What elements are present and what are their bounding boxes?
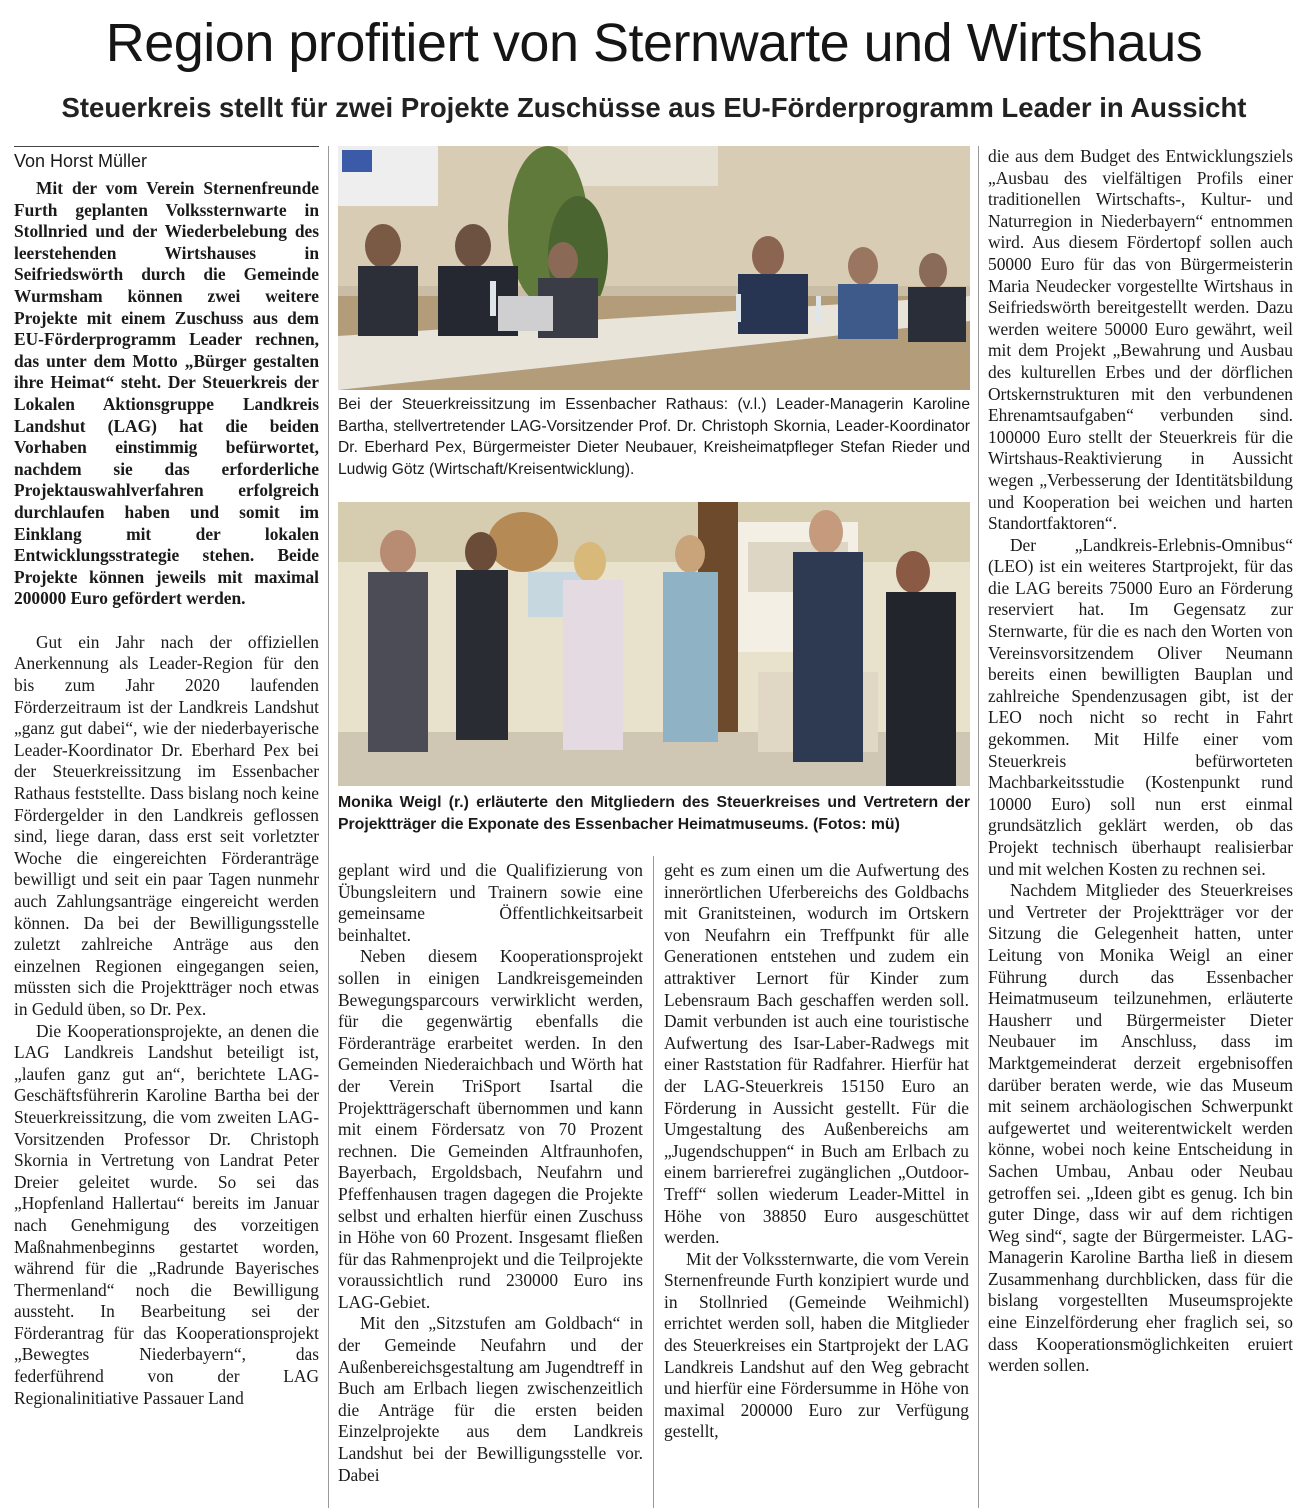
column-1 — [14, 178, 319, 1409]
column-4 — [988, 146, 1293, 1377]
body-paragraph: Gut ein Jahr nach der offiziellen Anerkennung als Leader-Region für den bis zum Jahr 2020 laufenden Förderzeitraum ist der Landkreis Landshut „ganz gut dabei“, wie der niederbayerische Leader-Koordinator Dr. Eberhard Pex bei der Steuerkreissitzung im Essenbacher Rathaus feststellte. Dass bislang noch keine Fördergelder in den Landkreis geflossen sind, liege daran, dass erst seit vorletzter Woche die eingereichten Förderanträge bewilligt und seit ein paar Tagen nunmehr auch Zahlungsanträge eingereicht werden können. Da bei der Bewilligungsstelle zuletzt zahlreiche Anträge aus den einzelnen Regionen eingegangen seien, müssten sich die Projektträger noch etwas in Geduld üben, so Dr. Pex. — [14, 631, 319, 1019]
column-rule — [653, 856, 654, 1508]
body-paragraph: Die Kooperationsprojekte, an denen die LAG Landkreis Landshut beteiligt ist, „laufen ganz gut an“, berichtete LAG-Geschäftsführerin Karoline Bartha bei der Steuerkreissitzung, die vom zweiten LAG-Vorsitzenden Professor Dr. Christoph Skornia in Vertretung von Landrat Peter Dreier geleitet wurde. So sei das „Hopfenland Hallertau“ bereits im Januar nach Genehmigung des vorzeitigen Maßnahmenbeginns gestartet worden, während für die „Radrunde Bayerisches Thermenland“ noch die Bewilligung aussteht. In Bearbeitung sei der Förderantrag für das Kooperationsprojekt „Bewegtes Niederbayern“, das federführend von der LAG Regionalinitiative Passauer Land — [14, 1020, 319, 1408]
byline: Von Horst Müller — [14, 146, 319, 174]
headline: Region profitiert von Sternwarte und Wirtshaus — [105, 13, 1203, 73]
column-rule — [328, 146, 329, 1508]
column-2 — [338, 860, 643, 1486]
column-rule — [978, 146, 979, 1508]
body-paragraph: Nachdem Mitglieder des Steuerkreises und Vertreter der Projektträger vor der Sitzung die Gelegenheit hatten, unter Leitung von Monika Weigl an einer Führung durch das Essenbacher Heimatmuseum teilzunehmen, erläuterte Hausherr und Bürgermeister Dieter Neubauer im Anschluss, dass im Marktgemeinderat derzeit ergebnisoffen darüber beraten werde, wie das Museum mit seinem archäologischen Schwerpunkt aufgewertet und weiterentwickelt werden könne, wobei noch keine Entscheidung in Sachen Umbau, Anbau oder Neubau getroffen sei. „Ideen gibt es genug. Ich bin guter Dinge, dass wir auf dem richtigen Weg sind“, sagte der Bürgermeister. LAG-Managerin Karoline Bartha ließ in diesem Zusammenhang durchblicken, dass für die bislang vorgestellten Museumsprojekte eine Einzelförderung eher fraglich sei, so dass Kooperationsmöglichkeiten eruiert werden sollen. — [988, 880, 1293, 1376]
subheadline: Steuerkreis stellt für zwei Projekte Zuschüsse aus EU-Förderprogramm Leader in Aussicht — [61, 92, 1247, 123]
body-paragraph: Mit der Volkssternwarte, die vom Verein Sternenfreunde Furth konzipiert wurde und in Stollnried (Gemeinde Weihmichl) errichtet werden soll, haben die Mitglieder des Steuerkreises ein Startprojekt der LAG Landkreis Landshut auf den Weg gebracht und hierfür eine Fördersumme in Höhe von maximal 200000 Euro zur Verfügung gestellt, — [664, 1248, 969, 1442]
body-paragraph: die aus dem Budget des Entwicklungsziels „Ausbau des vielfältigen Profils einer traditionellen Wirtschafts-, Kultur- und Naturregion in Niederbayern“ entnommen wird. Aus diesem Fördertopf sollen auch 50000 Euro für das von Bürgermeisterin Maria Neudecker vorgestellte Wirtshaus in Seifriedswörth bereitgestellt werden. Dazu werden weitere 50000 Euro gewährt, weil mit dem Projekt „Bewahrung und Ausbau des kulturellen Erbes und der dörflichen Ortskernstrukturen mit den verbundenen Ehrenamtsaufgaben“ verbunden sind. 100000 Euro stellt der Steuerkreis für die Wirtshaus-Reaktivierung in Aussicht wegen „Verbesserung der Identitätsbildung und Kooperation bei weichen und harten Standortfaktoren“. — [988, 146, 1293, 534]
body-paragraph: Neben diesem Kooperationsprojekt sollen in einigen Landkreisgemeinden Bewegungsparcours verwirklicht werden, für die gegenwärtig ebenfalls die Förderanträge erarbeitet werden. In den Gemeinden Niederaichbach und Wörth hat der Verein TriSport Isartal die Projektträgerschaft übernommen und kann mit einem Fördersatz von 70 Prozent rechnen. Die Gemeinden Altfraunhofen, Bayerbach, Ergoldsbach, Neufahrn und Pfeffenhausen tragen dagegen die Projekte selbst und erhalten hierfür einen Zuschuss in Höhe von 60 Prozent. Insgesamt fließen für das Rahmenprojekt und die Teilprojekte voraussichtlich rund 230000 Euro ins LAG-Gebiet. — [338, 946, 643, 1312]
body-paragraph: Der „Landkreis-Erlebnis-Omnibus“ (LEO) ist ein weiteres Startprojekt, für das die LAG bereits 75000 Euro an Förderung reserviert hat. Im Gegensatz zur Sternwarte, für die es nach den Worten von Vereinsvorsitzendem Oliver Neumann bereits einen bewilligten Bauplan und zahlreiche Spendenzusagen gibt, ist der LEO noch nicht so recht in Fahrt gekommen. Mit Hilfe einer vom Steuerkreis befürworteten Machbarkeitsstudie (Kostenpunkt rund 10000 Euro) soll nun erst einmal grundsätzlich geklärt werden, ob das Projekt technisch überhaupt realisierbar und mit welchen Kosten zu rechnen sei. — [988, 534, 1293, 879]
body-paragraph: Mit den „Sitzstufen am Goldbach“ in der Gemeinde Neufahrn und der Außenbereichsgestaltung am Jugendtreff in Buch am Erlbach liegen zwischenzeitlich die Anträge für die ersten beiden Einzelprojekte aus dem Landkreis Landshut bei der Bewilligungsstelle vor. Dabei — [338, 1313, 643, 1485]
photo-caption-2: Monika Weigl (r.) erläuterte den Mitgliedern des Steuerkreises und Vertretern der Projektträger die Exponate des Essenbacher Heimatmuseums. (Fotos: mü) — [338, 794, 970, 833]
museum-photo — [338, 502, 970, 786]
meeting-photo — [338, 146, 970, 390]
body-paragraph: geht es zum einen um die Aufwertung des innerörtlichen Uferbereichs des Goldbachs mit Granitsteinen, wodurch im Ortskern von Neufahrn ein Treffpunkt für alle Generationen entstehen und zudem ein attraktiver Lernort für Kinder zum Lebensraum Bach geschaffen werden soll. Damit verbunden ist auch eine touristische Aufwertung des Isar-Laber-Radwegs mit einer Raststation für Radfahrer. Hierfür hat der LAG-Steuerkreis 15150 Euro an Förderung in Aussicht gestellt. Für die Umgestaltung des Außenbereichs am „Jugendschuppen“ in Buch am Erlbach zu einem barrierefrei zugänglichen „Outdoor-Treff“ sollen wiederum Leader-Mittel in Höhe von 38850 Euro ausgeschüttet werden. — [664, 860, 969, 1248]
body-paragraph: geplant wird und die Qualifizierung von Übungsleitern und Trainern sowie eine gemeinsame Öffentlichkeitsarbeit beinhaltet. — [338, 860, 643, 945]
lead-paragraph: Mit der vom Verein Sternenfreunde Furth geplanten Volkssternwarte in Stollnried und der Wiederbelebung des leerstehenden Wirtshauses in Seifriedswörth durch die Gemeinde Wurmsham können zwei weitere Projekte mit einem Zuschuss aus dem EU-Förderprogramm Leader rechnen, das unter dem Motto „Bürger gestalten ihre Heimat“ steht. Der Steuerkreis der Lokalen Aktionsgruppe Landkreis Landshut (LAG) hat die beiden Vorhaben einstimmig befürwortet, nachdem sie das erforderliche Projektauswahlverfahren erfolgreich durchlaufen haben und somit im Einklang mit der lokalen Entwicklungsstrategie stehen. Beide Projekte können jeweils mit maximal 200000 Euro gefördert werden. — [14, 178, 319, 609]
photo-caption-1: Bei der Steuerkreissitzung im Essenbacher Rathaus: (v.l.) Leader-Managerin Karoline Bartha, stellvertretender LAG-Vorsitzender Prof. Dr. Christoph Skornia, Leader-Koordinator Dr. Eberhard Pex, Bürgermeister Dieter Neubauer, Kreisheimatpfleger Stefan Rieder und Ludwig Götz (Wirtschaft/Kreisentwicklung). — [338, 396, 970, 478]
column-3 — [664, 860, 969, 1443]
